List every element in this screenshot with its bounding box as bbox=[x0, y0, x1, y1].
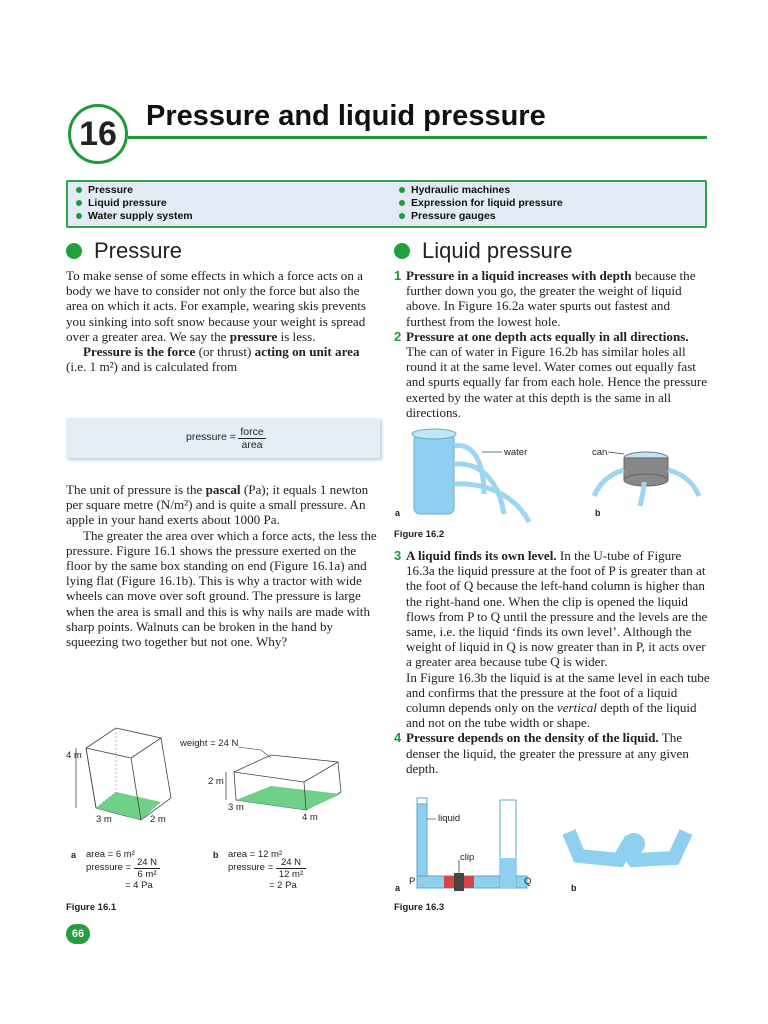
numbered-item: 3 A liquid finds its own level. In the U-tube of Figure 16.3a the liquid pressure at the foot of P is greater than at the foot of Q because the left-hand column is higher than the right-hand one. When the clip is opened the liquid flows from P to Q until the pressure and the levels are the same, i.e. the liquid ‘finds its own level’. Although the weight of liquid in Q is now greater than in P, it acts over a greater area because tube Q is wider. bbox=[394, 548, 708, 670]
box-b-floor bbox=[236, 786, 341, 810]
liquid-items-1-2 bbox=[394, 268, 712, 420]
topics-left-list bbox=[74, 184, 193, 223]
cylinder-body bbox=[414, 434, 454, 514]
topic-item: Liquid pressure bbox=[74, 197, 193, 210]
formula-lhs: pressure = bbox=[186, 431, 236, 443]
fig1b-width-label: 4 m bbox=[302, 812, 318, 823]
fig1a-height-label: 4 m bbox=[66, 750, 82, 761]
section-heading-pressure: Pressure bbox=[66, 238, 182, 264]
figure-16-1-drawing bbox=[66, 700, 386, 830]
fig2-can-label: can bbox=[592, 447, 608, 458]
fig2b-letter: b bbox=[595, 508, 601, 518]
page-number: 66 bbox=[66, 924, 90, 944]
numbered-item: 2 Pressure at one depth acts equally in all directions. The can of water in Figure 16.2b has similar holes all round it at the same level. Water comes out equally fast and spurts equally far from each hole. Hence the pressure exerted by the water at this depth is the same in all directions. bbox=[394, 328, 708, 420]
fig1b-result: = 2 Pa bbox=[269, 880, 297, 891]
fig1b-letter: b bbox=[213, 850, 219, 860]
fig3-p-label: P bbox=[409, 876, 416, 887]
liquid-items-3-4 bbox=[394, 548, 712, 776]
chapter-title-rule bbox=[128, 136, 707, 139]
fig3-liquid-label: liquid bbox=[438, 813, 461, 824]
topic-item: Pressure gauges bbox=[397, 210, 563, 223]
fig2a-letter: a bbox=[395, 508, 401, 518]
fig1a-letter: a bbox=[71, 850, 77, 860]
paragraph: The unit of pressure is the pascal (Pa); it equals 1 newton per square metre (N/m²) and is quite a small pressure. An apple in your hand exerts about 1000 Pa. bbox=[66, 482, 369, 528]
section-bullet-icon bbox=[66, 243, 82, 259]
figure-16-2-caption: Figure 16.2 bbox=[394, 529, 445, 540]
fig1b-depth-label: 3 m bbox=[228, 802, 244, 813]
chapter-title: Pressure and liquid pressure bbox=[146, 100, 546, 132]
formula-fraction: force area bbox=[238, 426, 266, 451]
fig1b-height-label: 2 m bbox=[208, 776, 224, 787]
tube-p bbox=[417, 804, 427, 888]
fig1b-area: area = 12 m² bbox=[228, 849, 283, 860]
fig3a-letter: a bbox=[395, 883, 401, 893]
paragraph: To make sense of some effects in which a force acts on a body we have to consider not only the force but also the area on which it acts. For example, wearing skis prevents you sinking into soft snow because your weight is spread over a greater area. We say the pressure is less. bbox=[66, 268, 366, 344]
topics-right-list bbox=[397, 184, 563, 223]
fig1b-fraction: 24 N 12 m² bbox=[276, 857, 306, 880]
pressure-text-1 bbox=[66, 268, 382, 374]
figure-16-3-caption: Figure 16.3 bbox=[394, 902, 445, 913]
topic-item: Water supply system bbox=[74, 210, 193, 223]
figure-16-1-caption: Figure 16.1 bbox=[66, 902, 117, 913]
fig1a-fraction: 24 N 6 m² bbox=[134, 857, 160, 880]
fig3-q-label: Q bbox=[524, 876, 532, 887]
numbered-item-continuation: In Figure 16.3b the liquid is at the same level in each tube and confirms that the pressure at the foot of a liquid column depends only on the vertical depth of the liquid and not on the tube width or shape. bbox=[406, 669, 710, 731]
fig1a-pressure-label: pressure = bbox=[86, 862, 132, 873]
topic-item: Pressure bbox=[74, 184, 193, 197]
chapter-number: 16 bbox=[68, 104, 128, 164]
fig1a-result: = 4 Pa bbox=[125, 880, 153, 891]
topic-item: Expression for liquid pressure bbox=[397, 197, 563, 210]
section-bullet-icon bbox=[394, 243, 410, 259]
fig2-water-label: water bbox=[504, 447, 528, 458]
figure-16-2-drawing bbox=[394, 424, 714, 524]
fig1a-width-label: 3 m bbox=[96, 814, 112, 825]
pressure-text-2 bbox=[66, 482, 382, 649]
formula-box bbox=[66, 418, 380, 458]
figure-16-3-drawing bbox=[394, 796, 714, 896]
section-heading-liquid-pressure: Liquid pressure bbox=[394, 238, 572, 264]
paragraph: Pressure is the force (or thrust) acting on unit area (i.e. 1 m²) and is calculated from bbox=[66, 344, 360, 375]
fig1a-depth-label: 2 m bbox=[150, 814, 166, 825]
paragraph: The greater the area over which a force acts, the less the pressure. Figure 16.1 shows the pressure exerted on the floor by the same box standing on end (Figure 16.1a) and lying flat (Figure 16.1b). This is why a tractor with wide wheels can move over soft ground. The pressure is large when the area is small and this is why nails are made with sharp points. Walnuts can be broken in the hand by squeezing two together but not one. Why? bbox=[66, 527, 377, 650]
numbered-item: 1 Pressure in a liquid increases with depth because the further down you go, the greater the weight of liquid above. In Figure 16.2a water spurts out fastest and furthest from the lowest hole. bbox=[394, 268, 696, 329]
fig1a-area: area = 6 m² bbox=[86, 849, 135, 860]
fig3b-letter: b bbox=[571, 883, 577, 893]
fig1b-pressure-label: pressure = bbox=[228, 862, 274, 873]
fig3-clip-label: clip bbox=[460, 852, 475, 863]
fig1-weight-label: weight = 24 N bbox=[180, 738, 239, 749]
numbered-item: 4 Pressure depends on the density of the liquid. The denser the liquid, the greater the pressure at any given depth. bbox=[394, 730, 689, 776]
topic-item: Hydraulic machines bbox=[397, 184, 563, 197]
topics-box bbox=[66, 180, 707, 228]
